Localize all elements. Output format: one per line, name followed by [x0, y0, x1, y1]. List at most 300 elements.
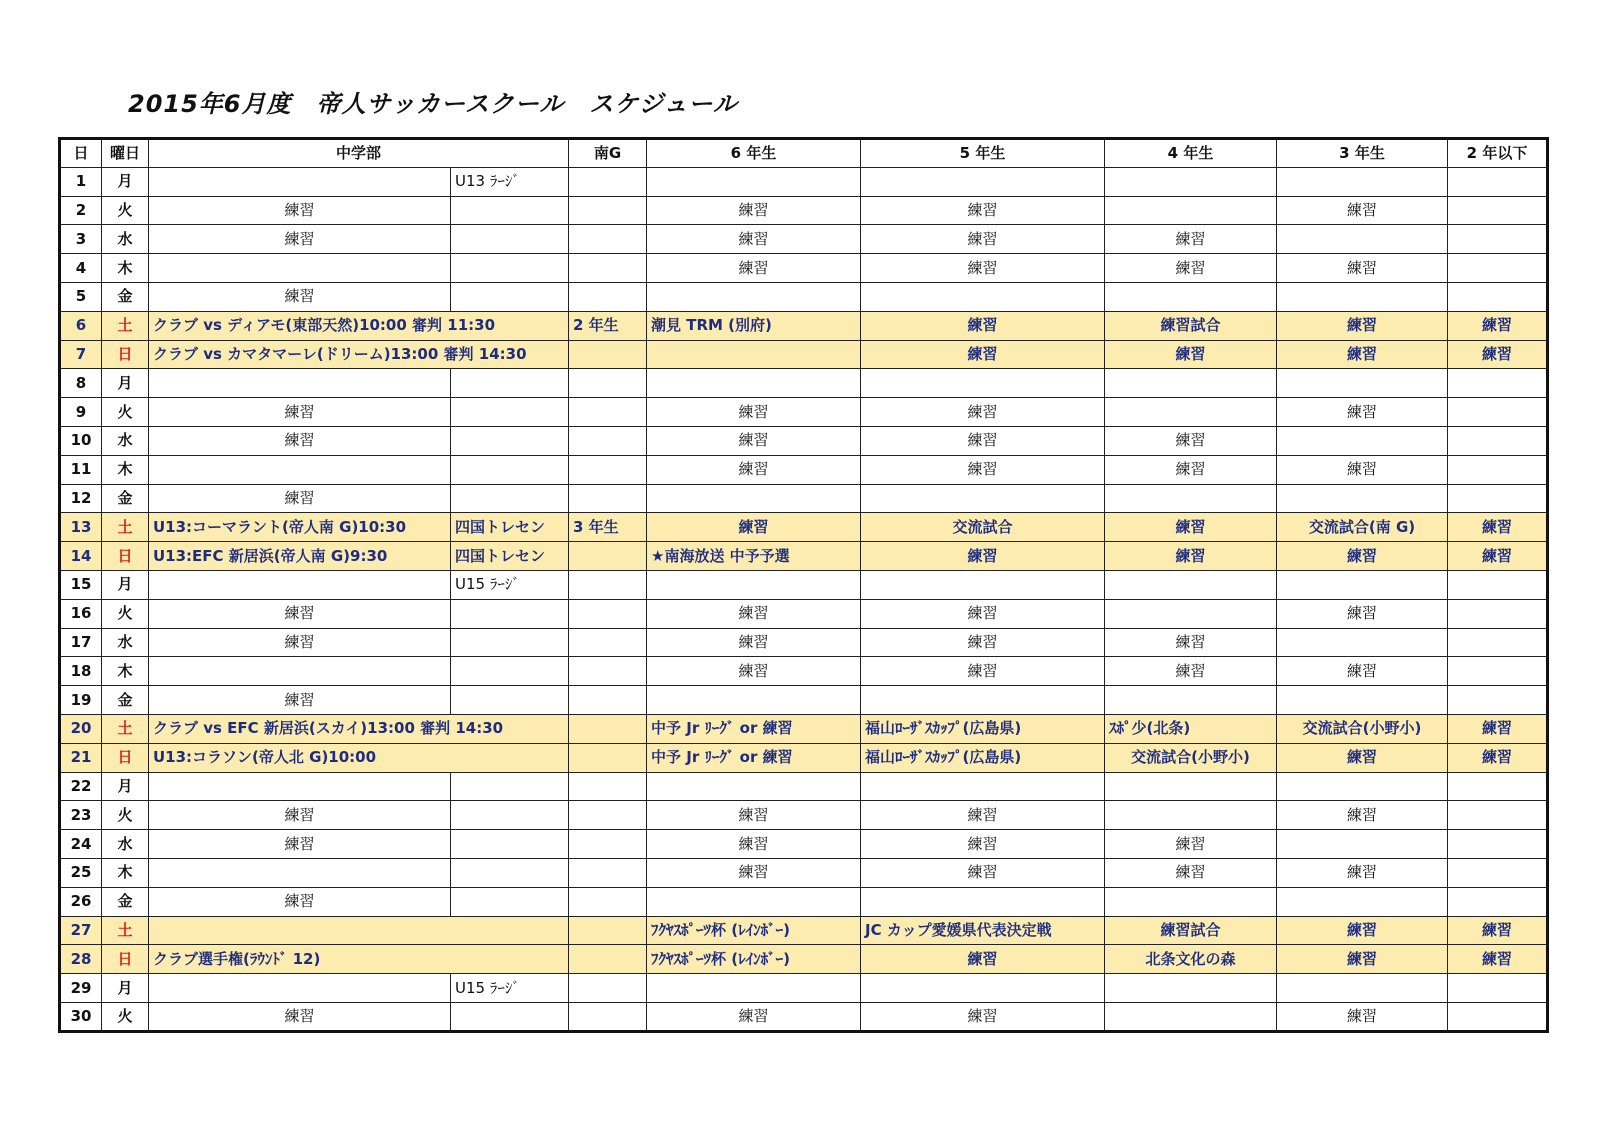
grade3-cell: 練習	[1277, 858, 1448, 887]
grade3-cell: 交流試合(小野小)	[1277, 714, 1448, 743]
weekday-cell: 木	[102, 657, 149, 686]
grade5-cell: 練習	[861, 340, 1105, 369]
grade2-below-cell	[1448, 830, 1548, 859]
day-cell: 30	[60, 1002, 102, 1031]
junior-high-cell	[149, 858, 451, 887]
grade2-below-cell	[1448, 167, 1548, 196]
grade5-cell: 練習	[861, 628, 1105, 657]
grade5-cell	[861, 570, 1105, 599]
grade2-below-cell: 練習	[1448, 542, 1548, 571]
day-cell: 4	[60, 254, 102, 283]
schedule-row	[60, 167, 1548, 196]
junior-high-cell: 練習	[149, 887, 451, 916]
grade2-below-cell	[1448, 196, 1548, 225]
grade3-cell: 練習	[1277, 398, 1448, 427]
minami-g-cell	[569, 340, 647, 369]
grade2-below-cell	[1448, 455, 1548, 484]
grade5-cell: 練習	[861, 311, 1105, 340]
day-cell: 12	[60, 484, 102, 513]
grade6-cell: ★南海放送 中予予選	[647, 542, 861, 571]
grade6-cell: 練習	[647, 398, 861, 427]
weekday-cell: 火	[102, 599, 149, 628]
junior-high-note-cell	[451, 282, 569, 311]
weekday-cell: 月	[102, 974, 149, 1003]
grade2-below-cell: 練習	[1448, 513, 1548, 542]
grade4-cell: 練習	[1105, 542, 1277, 571]
grade2-below-cell	[1448, 570, 1548, 599]
grade3-cell: 練習	[1277, 743, 1448, 772]
grade4-cell: 練習試合	[1105, 311, 1277, 340]
minami-g-cell	[569, 167, 647, 196]
weekday-cell: 木	[102, 455, 149, 484]
day-cell: 2	[60, 196, 102, 225]
day-cell: 15	[60, 570, 102, 599]
junior-high-note-cell	[451, 225, 569, 254]
junior-high-cell: 練習	[149, 196, 451, 225]
header-junior-high: 中学部	[149, 139, 569, 168]
grade4-cell: ｽﾎﾟ少(北条)	[1105, 714, 1277, 743]
grade3-cell: 練習	[1277, 945, 1448, 974]
grade6-cell	[647, 772, 861, 801]
weekday-cell: 水	[102, 830, 149, 859]
grade6-cell	[647, 369, 861, 398]
grade3-cell: 練習	[1277, 542, 1448, 571]
day-cell: 7	[60, 340, 102, 369]
grade4-cell	[1105, 167, 1277, 196]
day-cell: 23	[60, 801, 102, 830]
grade6-cell: 練習	[647, 513, 861, 542]
grade5-cell: 練習	[861, 196, 1105, 225]
grade4-cell	[1105, 772, 1277, 801]
minami-g-cell	[569, 542, 647, 571]
grade2-below-cell	[1448, 858, 1548, 887]
weekday-cell: 土	[102, 916, 149, 945]
grade5-cell: 練習	[861, 225, 1105, 254]
junior-high-cell: 練習	[149, 801, 451, 830]
minami-g-cell	[569, 225, 647, 254]
day-cell: 19	[60, 686, 102, 715]
grade5-cell	[861, 772, 1105, 801]
grade4-cell: 練習	[1105, 254, 1277, 283]
grade6-cell	[647, 887, 861, 916]
schedule-row	[60, 1002, 1548, 1031]
grade2-below-cell: 練習	[1448, 945, 1548, 974]
schedule-row	[60, 830, 1548, 859]
grade2-below-cell	[1448, 369, 1548, 398]
grade4-cell: 練習	[1105, 858, 1277, 887]
junior-high-note-cell	[451, 398, 569, 427]
minami-g-cell	[569, 426, 647, 455]
grade4-cell	[1105, 599, 1277, 628]
minami-g-cell	[569, 714, 647, 743]
grade5-cell: JC カップ愛媛県代表決定戦	[861, 916, 1105, 945]
weekday-cell: 金	[102, 484, 149, 513]
grade2-below-cell	[1448, 426, 1548, 455]
schedule-row	[60, 945, 1548, 974]
weekday-cell: 火	[102, 1002, 149, 1031]
grade3-cell	[1277, 225, 1448, 254]
grade3-cell: 練習	[1277, 916, 1448, 945]
minami-g-cell	[569, 1002, 647, 1031]
junior-high-note-cell	[451, 254, 569, 283]
junior-high-cell: 練習	[149, 830, 451, 859]
junior-high-note-cell	[451, 830, 569, 859]
grade5-cell: 練習	[861, 542, 1105, 571]
grade5-cell	[861, 887, 1105, 916]
minami-g-cell	[569, 628, 647, 657]
junior-high-cell	[149, 916, 569, 945]
weekday-cell: 土	[102, 311, 149, 340]
grade6-cell: 練習	[647, 225, 861, 254]
minami-g-cell	[569, 570, 647, 599]
junior-high-cell	[149, 455, 451, 484]
grade3-cell: 練習	[1277, 311, 1448, 340]
junior-high-note-cell	[451, 484, 569, 513]
minami-g-cell	[569, 858, 647, 887]
junior-high-note-cell	[451, 657, 569, 686]
junior-high-cell	[149, 657, 451, 686]
minami-g-cell	[569, 455, 647, 484]
junior-high-note-cell	[451, 599, 569, 628]
grade3-cell: 練習	[1277, 599, 1448, 628]
grade5-cell: 練習	[861, 801, 1105, 830]
junior-high-note-cell	[451, 426, 569, 455]
schedule-row	[60, 254, 1548, 283]
header-minami-g: 南G	[569, 139, 647, 168]
schedule-row	[60, 484, 1548, 513]
grade3-cell	[1277, 426, 1448, 455]
minami-g-cell	[569, 599, 647, 628]
grade6-cell: 練習	[647, 830, 861, 859]
grade3-cell	[1277, 167, 1448, 196]
grade6-cell	[647, 340, 861, 369]
junior-high-cell: クラブ選手権(ﾗｳﾝﾄﾞ 12)	[149, 945, 569, 974]
junior-high-cell	[149, 570, 451, 599]
grade5-cell: 練習	[861, 426, 1105, 455]
day-cell: 17	[60, 628, 102, 657]
grade2-below-cell	[1448, 1002, 1548, 1031]
header-grade4: 4 年生	[1105, 139, 1277, 168]
weekday-cell: 月	[102, 772, 149, 801]
day-cell: 27	[60, 916, 102, 945]
header-weekday: 曜日	[102, 139, 149, 168]
grade4-cell	[1105, 570, 1277, 599]
junior-high-note-cell	[451, 858, 569, 887]
grade4-cell: 練習	[1105, 513, 1277, 542]
grade3-cell	[1277, 628, 1448, 657]
day-cell: 14	[60, 542, 102, 571]
junior-high-cell: 練習	[149, 426, 451, 455]
grade4-cell: 練習	[1105, 426, 1277, 455]
junior-high-note-cell	[451, 686, 569, 715]
grade3-cell: 練習	[1277, 801, 1448, 830]
grade3-cell: 練習	[1277, 657, 1448, 686]
grade6-cell: 練習	[647, 858, 861, 887]
grade2-below-cell	[1448, 801, 1548, 830]
day-cell: 10	[60, 426, 102, 455]
grade2-below-cell	[1448, 628, 1548, 657]
day-cell: 8	[60, 369, 102, 398]
schedule-row	[60, 513, 1548, 542]
grade2-below-cell	[1448, 772, 1548, 801]
grade2-below-cell: 練習	[1448, 714, 1548, 743]
junior-high-cell: 練習	[149, 628, 451, 657]
junior-high-cell: 練習	[149, 225, 451, 254]
junior-high-cell: 練習	[149, 398, 451, 427]
grade6-cell	[647, 282, 861, 311]
weekday-cell: 火	[102, 398, 149, 427]
junior-high-note-cell: U13 ﾗｰｼﾞ	[451, 167, 569, 196]
junior-high-cell: 練習	[149, 282, 451, 311]
grade2-below-cell	[1448, 484, 1548, 513]
grade4-cell	[1105, 974, 1277, 1003]
junior-high-cell	[149, 772, 451, 801]
junior-high-note-cell	[451, 1002, 569, 1031]
grade4-cell: 練習	[1105, 628, 1277, 657]
junior-high-cell: 練習	[149, 599, 451, 628]
day-cell: 5	[60, 282, 102, 311]
grade6-cell: 中予 Jr ﾘｰｸﾞ or 練習	[647, 714, 861, 743]
weekday-cell: 火	[102, 801, 149, 830]
header-row	[60, 139, 1548, 168]
weekday-cell: 金	[102, 887, 149, 916]
grade2-below-cell: 練習	[1448, 340, 1548, 369]
grade6-cell: 練習	[647, 628, 861, 657]
grade4-cell: 練習試合	[1105, 916, 1277, 945]
day-cell: 3	[60, 225, 102, 254]
junior-high-note-cell	[451, 772, 569, 801]
grade5-cell	[861, 167, 1105, 196]
junior-high-cell: U13:コーマラント(帝人南 G)10:30	[149, 513, 451, 542]
grade5-cell	[861, 282, 1105, 311]
grade4-cell: 練習	[1105, 657, 1277, 686]
header-grade5: 5 年生	[861, 139, 1105, 168]
grade3-cell: 練習	[1277, 340, 1448, 369]
grade6-cell	[647, 167, 861, 196]
grade6-cell: 潮見 TRM (別府)	[647, 311, 861, 340]
grade4-cell: 北条文化の森	[1105, 945, 1277, 974]
junior-high-note-cell	[451, 628, 569, 657]
schedule-row	[60, 628, 1548, 657]
day-cell: 29	[60, 974, 102, 1003]
schedule-row	[60, 657, 1548, 686]
grade5-cell: 練習	[861, 599, 1105, 628]
grade3-cell: 交流試合(南 G)	[1277, 513, 1448, 542]
grade6-cell: 中予 Jr ﾘｰｸﾞ or 練習	[647, 743, 861, 772]
schedule-row	[60, 801, 1548, 830]
schedule-row	[60, 916, 1548, 945]
schedule-row	[60, 225, 1548, 254]
grade5-cell	[861, 369, 1105, 398]
day-cell: 28	[60, 945, 102, 974]
grade3-cell	[1277, 369, 1448, 398]
junior-high-cell: クラブ vs ディアモ(東部天然)10:00 審判 11:30	[149, 311, 569, 340]
grade6-cell	[647, 484, 861, 513]
header-grade6: 6 年生	[647, 139, 861, 168]
grade3-cell: 練習	[1277, 254, 1448, 283]
weekday-cell: 土	[102, 513, 149, 542]
grade6-cell: 練習	[647, 657, 861, 686]
weekday-cell: 水	[102, 628, 149, 657]
weekday-cell: 水	[102, 426, 149, 455]
schedule-row	[60, 599, 1548, 628]
weekday-cell: 日	[102, 340, 149, 369]
header-grade3: 3 年生	[1277, 139, 1448, 168]
day-cell: 9	[60, 398, 102, 427]
schedule-row	[60, 398, 1548, 427]
grade3-cell	[1277, 887, 1448, 916]
page-title: 2015年6月度 帝人サッカースクール スケジュール	[128, 90, 738, 118]
grade4-cell: 練習	[1105, 455, 1277, 484]
minami-g-cell	[569, 916, 647, 945]
junior-high-cell: クラブ vs カマタマーレ(ドリーム)13:00 審判 14:30	[149, 340, 569, 369]
grade4-cell	[1105, 887, 1277, 916]
minami-g-cell	[569, 743, 647, 772]
day-cell: 16	[60, 599, 102, 628]
junior-high-note-cell: 四国トレセン	[451, 513, 569, 542]
day-cell: 20	[60, 714, 102, 743]
grade3-cell	[1277, 974, 1448, 1003]
junior-high-note-cell	[451, 887, 569, 916]
grade6-cell	[647, 974, 861, 1003]
grade5-cell: 福山ﾛｰｻﾞｽｶｯﾌﾟ(広島県)	[861, 743, 1105, 772]
junior-high-note-cell: U15 ﾗｰｼﾞ	[451, 570, 569, 599]
grade6-cell	[647, 570, 861, 599]
schedule-row	[60, 340, 1548, 369]
grade2-below-cell: 練習	[1448, 311, 1548, 340]
day-cell: 22	[60, 772, 102, 801]
schedule-row	[60, 974, 1548, 1003]
weekday-cell: 日	[102, 945, 149, 974]
day-cell: 11	[60, 455, 102, 484]
minami-g-cell: 2 年生	[569, 311, 647, 340]
minami-g-cell	[569, 369, 647, 398]
grade2-below-cell	[1448, 974, 1548, 1003]
grade5-cell: 練習	[861, 254, 1105, 283]
day-cell: 24	[60, 830, 102, 859]
minami-g-cell	[569, 887, 647, 916]
grade6-cell: 練習	[647, 599, 861, 628]
day-cell: 21	[60, 743, 102, 772]
schedule-row	[60, 196, 1548, 225]
grade5-cell: 練習	[861, 398, 1105, 427]
weekday-cell: 木	[102, 858, 149, 887]
grade5-cell: 練習	[861, 657, 1105, 686]
grade5-cell	[861, 484, 1105, 513]
grade4-cell	[1105, 686, 1277, 715]
grade5-cell: 練習	[861, 455, 1105, 484]
weekday-cell: 火	[102, 196, 149, 225]
minami-g-cell	[569, 974, 647, 1003]
grade3-cell	[1277, 570, 1448, 599]
grade3-cell	[1277, 686, 1448, 715]
weekday-cell: 日	[102, 542, 149, 571]
weekday-cell: 月	[102, 369, 149, 398]
schedule-row	[60, 369, 1548, 398]
minami-g-cell	[569, 254, 647, 283]
minami-g-cell	[569, 801, 647, 830]
schedule-row	[60, 455, 1548, 484]
weekday-cell: 日	[102, 743, 149, 772]
grade6-cell: ﾌｸﾔｽﾎﾟｰﾂ杯 (ﾚｲﾝﾎﾞｰ)	[647, 916, 861, 945]
junior-high-note-cell	[451, 455, 569, 484]
schedule-row	[60, 887, 1548, 916]
grade3-cell	[1277, 484, 1448, 513]
junior-high-note-cell	[451, 801, 569, 830]
grade4-cell	[1105, 196, 1277, 225]
grade6-cell: 練習	[647, 801, 861, 830]
grade2-below-cell: 練習	[1448, 916, 1548, 945]
grade4-cell	[1105, 1002, 1277, 1031]
grade6-cell: 練習	[647, 1002, 861, 1031]
schedule-row	[60, 570, 1548, 599]
grade5-cell: 練習	[861, 858, 1105, 887]
grade4-cell: 交流試合(小野小)	[1105, 743, 1277, 772]
header-grade2-below: 2 年以下	[1448, 139, 1548, 168]
grade2-below-cell	[1448, 398, 1548, 427]
weekday-cell: 水	[102, 225, 149, 254]
minami-g-cell	[569, 398, 647, 427]
grade6-cell: 練習	[647, 254, 861, 283]
grade5-cell	[861, 686, 1105, 715]
minami-g-cell	[569, 686, 647, 715]
day-cell: 25	[60, 858, 102, 887]
junior-high-cell	[149, 167, 451, 196]
weekday-cell: 金	[102, 686, 149, 715]
minami-g-cell	[569, 196, 647, 225]
grade2-below-cell	[1448, 599, 1548, 628]
weekday-cell: 土	[102, 714, 149, 743]
schedule-row	[60, 686, 1548, 715]
grade4-cell	[1105, 369, 1277, 398]
grade3-cell	[1277, 282, 1448, 311]
schedule-row	[60, 858, 1548, 887]
weekday-cell: 木	[102, 254, 149, 283]
junior-high-cell	[149, 369, 451, 398]
grade4-cell	[1105, 282, 1277, 311]
header-day: 日	[60, 139, 102, 168]
day-cell: 1	[60, 167, 102, 196]
junior-high-cell	[149, 974, 451, 1003]
junior-high-cell: U13:コラソン(帝人北 G)10:00	[149, 743, 569, 772]
junior-high-cell: 練習	[149, 686, 451, 715]
grade5-cell: 福山ﾛｰｻﾞｽｶｯﾌﾟ(広島県)	[861, 714, 1105, 743]
grade3-cell	[1277, 830, 1448, 859]
junior-high-cell: U13:EFC 新居浜(帝人南 G)9:30	[149, 542, 451, 571]
day-cell: 6	[60, 311, 102, 340]
minami-g-cell	[569, 945, 647, 974]
schedule-row	[60, 311, 1548, 340]
junior-high-cell: 練習	[149, 484, 451, 513]
minami-g-cell: 3 年生	[569, 513, 647, 542]
junior-high-cell: クラブ vs EFC 新居浜(スカイ)13:00 審判 14:30	[149, 714, 569, 743]
grade4-cell: 練習	[1105, 340, 1277, 369]
schedule-row	[60, 282, 1548, 311]
grade6-cell: ﾌｸﾔｽﾎﾟｰﾂ杯 (ﾚｲﾝﾎﾞｰ)	[647, 945, 861, 974]
weekday-cell: 月	[102, 167, 149, 196]
grade3-cell: 練習	[1277, 196, 1448, 225]
grade5-cell: 練習	[861, 830, 1105, 859]
grade4-cell	[1105, 398, 1277, 427]
schedule-body	[60, 167, 1548, 1031]
grade4-cell: 練習	[1105, 830, 1277, 859]
grade2-below-cell: 練習	[1448, 743, 1548, 772]
grade6-cell	[647, 686, 861, 715]
junior-high-cell: 練習	[149, 1002, 451, 1031]
day-cell: 13	[60, 513, 102, 542]
schedule-row	[60, 772, 1548, 801]
schedule-row	[60, 714, 1548, 743]
